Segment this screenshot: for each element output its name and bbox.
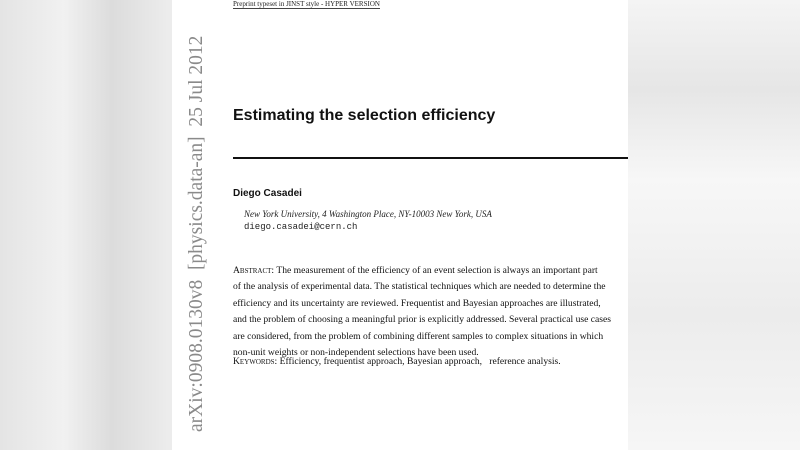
abstract-line: non-unit weights or non-independent selections have been used.	[233, 347, 479, 359]
abstract-label: Abstract:	[233, 265, 275, 276]
paper-page	[172, 0, 628, 450]
paper-title: Estimating the selection efficiency	[233, 107, 496, 124]
author-name: Diego Casadei	[233, 188, 302, 199]
abstract-line: are considered, from the problem of combining different samples to complex situations in which	[233, 330, 604, 342]
abstract	[233, 263, 631, 361]
keywords-text: Efficiency, frequentist approach, Bayesian approach, reference analysis.	[279, 356, 561, 367]
abstract-line: of the analysis of experimental data. The statistical techniques which are needed to determine the	[233, 281, 606, 293]
preprint-note[interactable]: Preprint typeset in JINST style - HYPER VERSION	[233, 0, 380, 8]
arxiv-stamp: arXiv:0908.0130v8 [physics.data-an] 25 Jul 2012	[186, 35, 207, 432]
keywords-label: Keywords:	[233, 356, 278, 367]
abstract-line: and the problem of choosing a meaningful prior is explicitly addressed. Several practical use cases	[233, 314, 612, 326]
keywords	[233, 356, 561, 367]
author-affiliation: New York University, 4 Washington Place, NY-10003 New York, USA	[244, 209, 492, 219]
title-rule	[233, 157, 628, 159]
abstract-line: efficiency and its uncertainty are reviewed. Frequentist and Bayesian approaches are illustrated,	[233, 297, 601, 309]
abstract-line: Abstract: The measurement of the efficiency of an event selection is always an important part	[233, 265, 598, 276]
author-email[interactable]: diego.casadei@cern.ch	[244, 222, 358, 232]
background-right	[628, 0, 800, 450]
